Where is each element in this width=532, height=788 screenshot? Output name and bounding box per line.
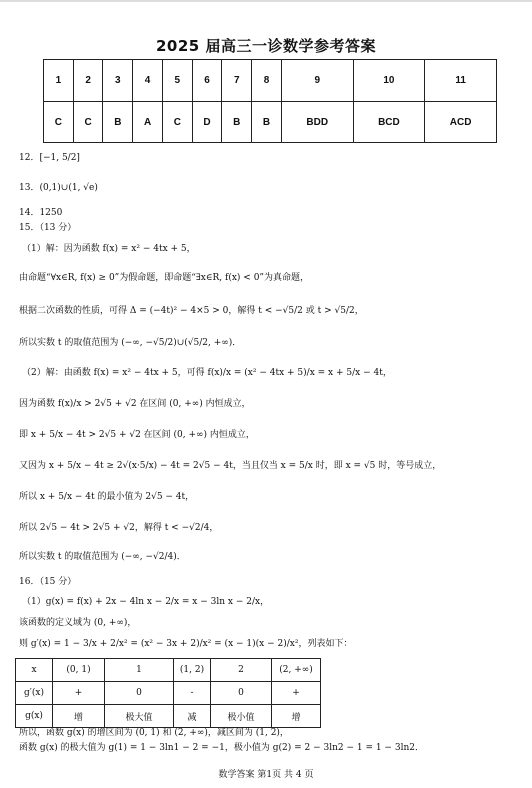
q15-part1-line2: 由命题“∀x∈R, f(x) ≥ 0”为假命题，即命题“∃x∈R, f(x) < 0”为真命题， (19, 273, 310, 283)
q15-part1-line3: 根据二次函数的性质，可得 Δ = (−4t)² − 4×5 > 0，解得 t < −√5/2 或 t > √5/2， (19, 306, 364, 316)
table-row-function (16, 705, 321, 728)
table-cell: 2 (211, 659, 272, 682)
question-number-row (44, 60, 497, 102)
question-number: 6 (192, 60, 222, 102)
question-number: 11 (425, 60, 497, 102)
monotonicity-table (15, 658, 321, 728)
page-footer: 数学答案 第1页 共 4 页 (218, 770, 314, 780)
answer-cell: ACD (425, 102, 497, 143)
table-cell: 增 (53, 705, 105, 728)
table-cell: 增 (272, 705, 321, 728)
question-number: 1 (44, 60, 74, 102)
question-number: 7 (222, 60, 252, 102)
question-number: 3 (103, 60, 133, 102)
q15-part2-line3: 即 x + 5/x − 4t > 2√5 + √2 在区间 (0, +∞) 内恒成立， (19, 430, 255, 440)
q15-part2-line5: 所以 x + 5/x − 4t 的最小值为 2√5 − 4t， (19, 492, 195, 502)
q16-part1-line3: 则 g′(x) = 1 − 3/x + 2/x² = (x² − 3x + 2)/x² = (x − 1)(x − 2)/x²，列表如下： (19, 639, 353, 649)
table-row-x (16, 659, 321, 682)
answer-cell: C (73, 102, 103, 143)
table-row-derivative (16, 682, 321, 705)
question-number: 5 (162, 60, 192, 102)
question-number: 2 (73, 60, 103, 102)
question-number: 9 (281, 60, 353, 102)
answer-q16-heading: 16．（15 分） (19, 577, 77, 587)
answer-cell: B (252, 102, 282, 143)
answer-q14: 14．1250 (19, 208, 63, 218)
table-cell: (2, +∞) (272, 659, 321, 682)
table-cell: g′(x) (16, 682, 53, 705)
answer-q12: 12．[−1, 5/2] (19, 153, 80, 163)
q15-part2-line1: （2）解：由函数 f(x) = x² − 4tx + 5，可得 f(x)/x = (x² − 4tx + 5)/x = x + 5/x − 4t， (22, 368, 392, 378)
q15-part2-line4: 又因为 x + 5/x − 4t ≥ 2√(x·5/x) − 4t = 2√5 − 4t，当且仅当 x = 5/x 时，即 x = √5 时，等号成立， (19, 461, 442, 471)
table-cell: (0, 1) (53, 659, 105, 682)
answer-cell: BDD (281, 102, 353, 143)
q16-part1-line1: （1）g(x) = f(x) + 2x − 4ln x − 2/x = x − 3ln x − 2/x， (22, 597, 270, 607)
q15-part2-line7: 所以实数 t 的取值范围为 (−∞, −√2/4)． (19, 552, 186, 562)
q15-part2-line2: 因为函数 f(x)/x > 2√5 + √2 在区间 (0, +∞) 内恒成立， (19, 399, 251, 409)
answer-q15-heading: 15．（13 分） (19, 223, 77, 233)
page-title: 2025 届高三一诊数学参考答案 (156, 37, 376, 55)
question-number: 8 (252, 60, 282, 102)
table-cell: + (53, 682, 105, 705)
question-number: 4 (133, 60, 163, 102)
answer-cell: D (192, 102, 222, 143)
answer-cell: B (222, 102, 252, 143)
answer-cell: B (103, 102, 133, 143)
question-number: 10 (353, 60, 425, 102)
table-cell: 0 (105, 682, 174, 705)
q16-part1-line2: 该函数的定义域为 (0, +∞)， (19, 618, 137, 628)
table-cell: g(x) (16, 705, 53, 728)
answer-cell: C (44, 102, 74, 143)
table-cell: 0 (211, 682, 272, 705)
q15-part1-line1: （1）解：因为函数 f(x) = x² − 4tx + 5， (22, 244, 196, 254)
q15-part2-line6: 所以 2√5 − 4t > 2√5 + √2，解得 t < −√2/4， (19, 523, 219, 533)
table-cell: 减 (174, 705, 211, 728)
table-cell: x (16, 659, 53, 682)
table-cell: (1, 2) (174, 659, 211, 682)
q15-part1-line4: 所以实数 t 的取值范围为 (−∞, −√5/2)∪(√5/2, +∞)． (19, 338, 242, 348)
q16-part1-line5: 函数 g(x) 的极大值为 g(1) = 1 − 3ln1 − 2 = −1，极小值为 g(2) = 2 − 3ln2 − 1 = 1 − 3ln2． (19, 743, 424, 753)
table-cell: 极小值 (211, 705, 272, 728)
q16-part1-line4: 所以，函数 g(x) 的增区间为 (0, 1) 和 (2, +∞)，减区间为 (1, 2)， (19, 728, 289, 738)
answer-q13: 13．(0,1)∪(1, √e) (19, 183, 98, 193)
choice-answer-table (43, 59, 497, 143)
table-cell: 极大值 (105, 705, 174, 728)
top-border (0, 0, 532, 2)
table-cell: - (174, 682, 211, 705)
table-cell: 1 (105, 659, 174, 682)
table-cell: + (272, 682, 321, 705)
answer-row (44, 102, 497, 143)
answer-cell: C (162, 102, 192, 143)
answer-cell: BCD (353, 102, 425, 143)
answer-cell: A (133, 102, 163, 143)
